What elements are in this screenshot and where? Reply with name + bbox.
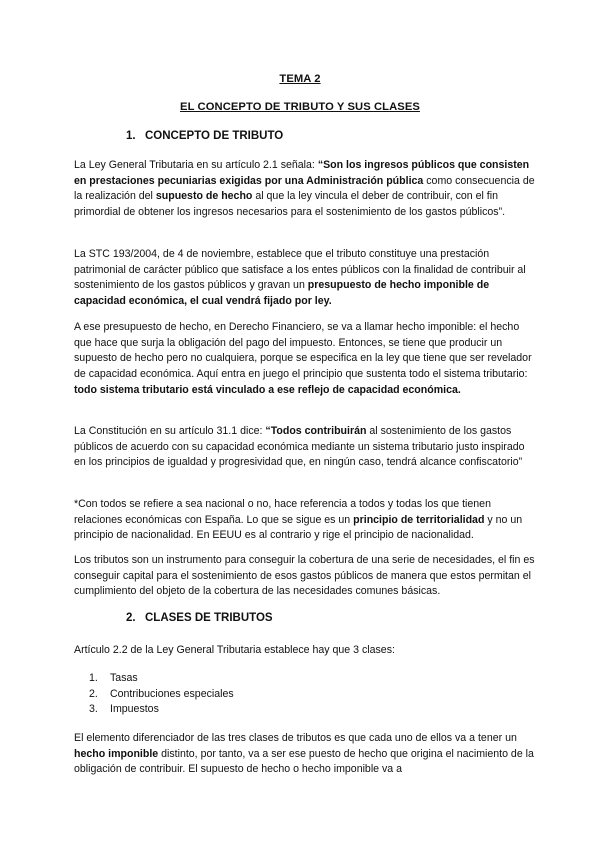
p8-bold: hecho imponible (74, 747, 159, 760)
tema-heading: TEMA 2 (279, 73, 321, 85)
p3-bold: todo sistema tributario está vinculado a ese reflejo de capacidad económica. (74, 383, 461, 396)
p5-text: *Con todos se refiere a sea nacional o no, hace referencia a todos y todas los que tienen relaciones económicas con España. Lo que se sigue es un (74, 498, 491, 526)
p8-text-2: distinto, por tanto, va a ser ese puesto de hecho que origina el nacimiento de la obligación de contribuir. El supuesto de hecho o hecho imponible va a (74, 747, 534, 776)
p4-text: La Constitución en su artículo 31.1 dice: (74, 425, 266, 437)
p1-bold-quote: “Son los ingresos públicos que consisten en prestaciones pecuniarias exigidas por una Administración pública (74, 159, 530, 187)
list-number: 3. (89, 703, 98, 716)
p8-text: El elemento diferenciador de las tres clases de tributos es que cada uno de ellos va a tener un (74, 732, 517, 744)
section-1-title: CONCEPTO DE TRIBUTO (145, 130, 284, 142)
p3-text: A ese presupuesto de hecho, en Derecho Financiero, se va a llamar hecho imponible: el hecho que hace que surja la obligación del pago del impuesto. Entonces, se tiene que producir un supuesto de hecho pero no cualquiera, porque se especifica en la ley que tiene que ser revelador de capacidad económica. Aquí entra en juego el principio que sustenta todo el sistema tributario: (74, 321, 532, 381)
p2-bold: presupuesto de hecho imponible de capacidad económica, el cual vendrá fijado por ley. (74, 279, 490, 308)
paragraph-2 (74, 247, 536, 310)
p1-text-2: como consecuencia de la realización del (74, 174, 535, 203)
paragraph-1 (74, 158, 536, 221)
paragraph-8 (74, 731, 536, 778)
section-1-number: 1. (126, 130, 136, 142)
p1-text: La Ley General Tributaria en su artículo 2.1 señala: (74, 159, 318, 171)
list-label: Contribuciones especiales (110, 687, 234, 700)
list-number: 1. (89, 672, 98, 684)
section-2-title: CLASES DE TRIBUTOS (145, 612, 273, 624)
list-label: Tasas (110, 672, 138, 684)
paragraph-5 (74, 497, 536, 544)
list-item (89, 702, 234, 718)
p4-text-2: al sostenimiento de los gastos públicos de acuerdo con su capacidad económica mediante un sistema tributario justo inspirado en los principios de igualdad y progresividad que, en ningún caso, tendrá alcance confiscatorio” (74, 425, 525, 469)
paragraph-6: Los tributos son un instrumento para conseguir la cobertura de una serie de necesidades, el fin es conseguir capital para el sostenimiento de esos gastos públicos de manera que estos permitan el cumplimiento del objeto de la cobertura de las necesidades comunes básicas. (74, 554, 535, 598)
list-number: 2. (89, 687, 98, 700)
list-label: Impuestos (110, 703, 159, 716)
p4-bold: “Todos contribuirán (265, 425, 367, 437)
p5-text-2: y no un principio de nacionalidad. En EEUU es al contrario y rige el principio de nacionalidad. (74, 513, 523, 542)
paragraph-3 (74, 320, 536, 399)
tributo-classes-list (74, 671, 234, 718)
paragraph-7: Artículo 2.2 de la Ley General Tributaria establece hay que 3 clases: (74, 644, 395, 656)
p1-text-3: al que la ley vincula el deber de contribuir, con el fin primordial de obtener los ingresos necesarios para el sostenimiento de los gastos públicos”. (74, 190, 506, 219)
p2-text: La STC 193/2004, de 4 de noviembre, establece que el tributo constituye una prestación patrimonial de carácter público que satisface a los entes públicos con la finalidad de contribuir al sostenimiento de los gastos públicos y gravan un (74, 248, 526, 292)
p5-bold: principio de territorialidad (353, 513, 485, 526)
paragraph-4 (74, 424, 536, 471)
section-2-number: 2. (126, 612, 136, 624)
p1-bold-supuesto: supuesto de hecho (155, 190, 253, 203)
list-item (89, 687, 234, 703)
list-item (89, 671, 234, 687)
document-title: EL CONCEPTO DE TRIBUTO Y SUS CLASES (180, 101, 420, 113)
